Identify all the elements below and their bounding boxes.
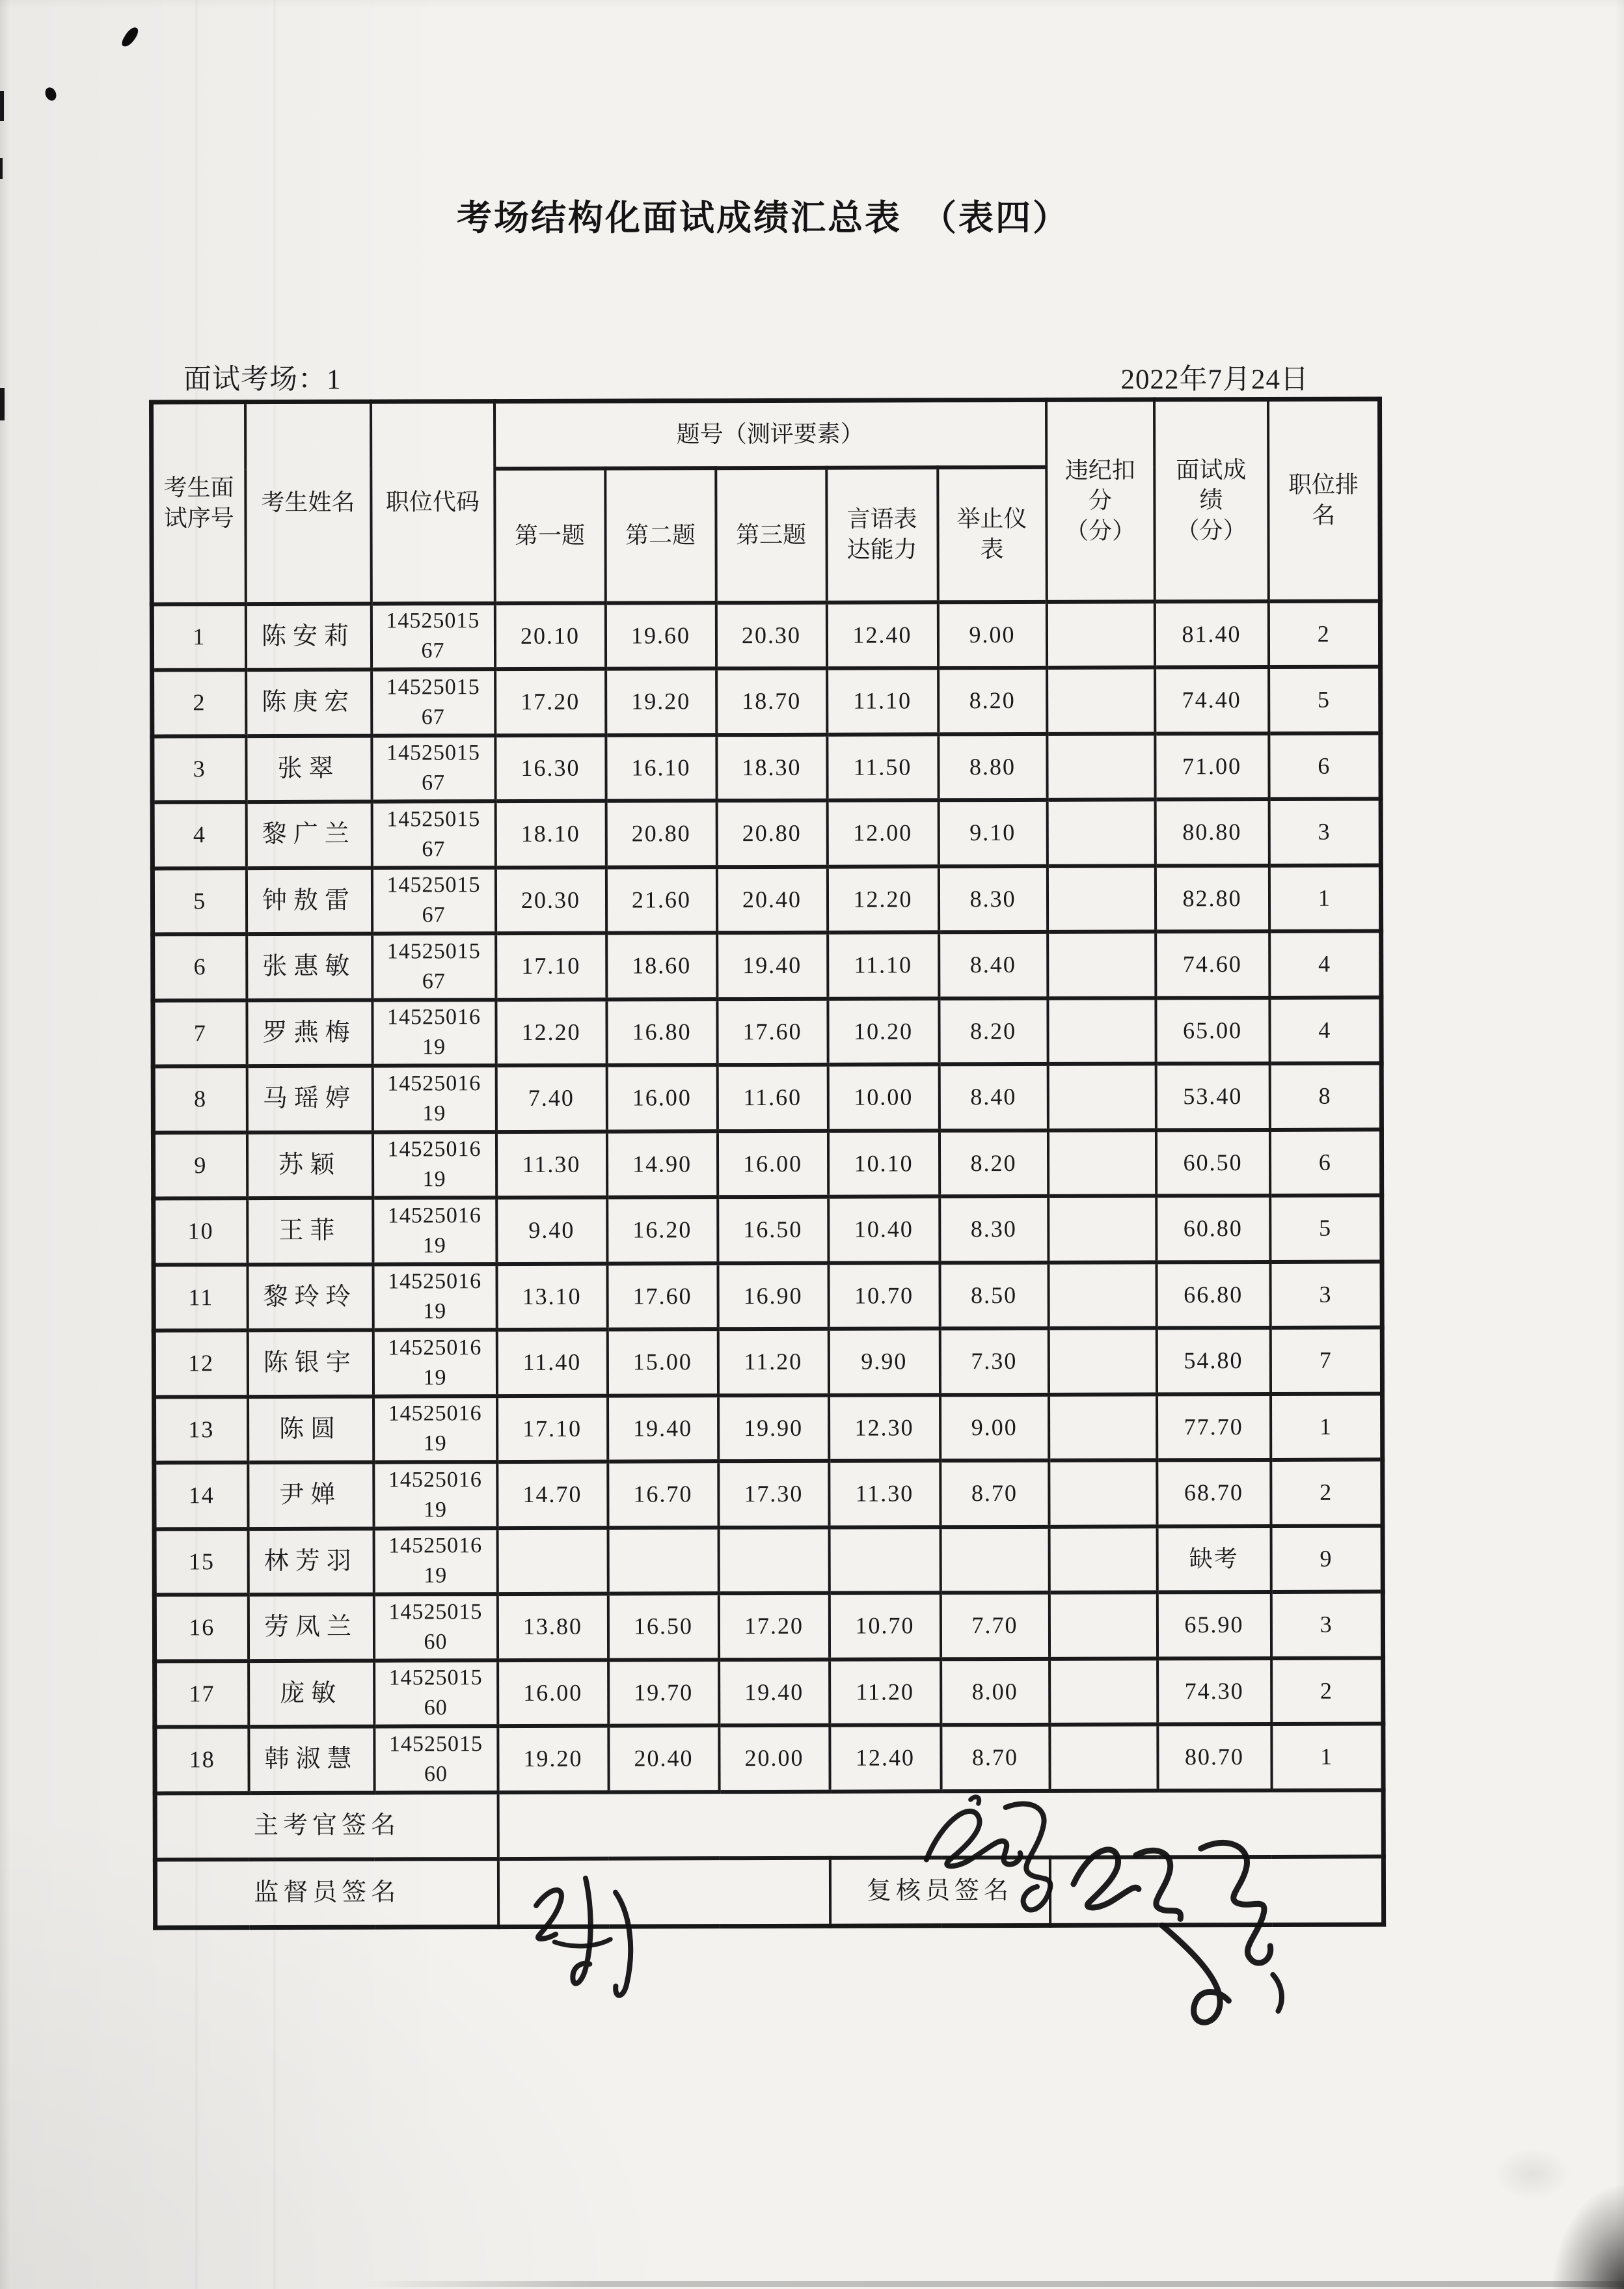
- cell-score: 60.80: [1156, 1196, 1270, 1262]
- cell-seq: 12: [154, 1330, 247, 1397]
- cell-manner: 8.50: [940, 1262, 1048, 1328]
- cell-penalty: [1049, 1526, 1157, 1593]
- cell-q2: 16.10: [606, 735, 716, 801]
- cell-speech: 10.70: [829, 1593, 940, 1659]
- cell-penalty: [1047, 799, 1155, 866]
- cell-rank: 3: [1269, 799, 1381, 866]
- col-header-penalty: 违纪扣 分 （分）: [1046, 400, 1155, 601]
- cell-score: 60.50: [1156, 1129, 1270, 1196]
- cell-q1: 20.10: [494, 603, 605, 669]
- cell-speech: 11.10: [828, 932, 939, 998]
- cell-rank: 4: [1269, 931, 1381, 998]
- table-row: [152, 799, 1381, 868]
- cell-seq: 14: [154, 1462, 248, 1529]
- cell-code: 14525016 19: [373, 1198, 496, 1264]
- cell-q1: 17.10: [496, 933, 606, 1000]
- cell-seq: 6: [153, 934, 247, 1000]
- cell-seq: 1: [152, 604, 245, 670]
- cell-rank: 5: [1269, 667, 1381, 733]
- cell-code: 14525016 19: [373, 1396, 497, 1462]
- cell-rank: 6: [1269, 733, 1381, 799]
- cell-q2: 15.00: [607, 1329, 718, 1395]
- cell-q1: 9.40: [496, 1198, 607, 1264]
- cell-speech: 11.20: [830, 1659, 941, 1725]
- cell-code: 14525015 60: [374, 1726, 498, 1792]
- cell-penalty: [1048, 1130, 1156, 1196]
- cell-rank: 1: [1269, 865, 1381, 931]
- table-row: [154, 1261, 1382, 1330]
- cell-rank: 8: [1269, 1063, 1381, 1130]
- cell-q3: 17.20: [718, 1593, 829, 1660]
- cell-q1: 12.20: [496, 999, 606, 1065]
- col-header-speech: 言语表 达能力: [826, 467, 938, 602]
- cell-rank: 7: [1270, 1328, 1382, 1394]
- scan-bottom-shadow: [364, 2281, 1624, 2287]
- cell-speech: 9.90: [828, 1328, 940, 1395]
- cell-name: 尹婵: [248, 1462, 373, 1529]
- cell-code: 14525016 19: [373, 1462, 497, 1528]
- cell-code: 14525015 60: [373, 1594, 497, 1660]
- col-header-questions-group: 题号（测评要素）: [494, 400, 1046, 468]
- cell-seq: 11: [154, 1265, 247, 1331]
- cell-q2: 14.90: [606, 1131, 717, 1198]
- cell-speech: 11.30: [829, 1460, 940, 1527]
- cell-q1: 16.00: [498, 1660, 608, 1726]
- cell-name: 罗燕梅: [247, 1000, 372, 1066]
- cell-rank: 1: [1271, 1724, 1383, 1790]
- cell-manner: 7.70: [940, 1593, 1049, 1659]
- cell-name: 劳凤兰: [248, 1595, 373, 1661]
- cell-manner: 8.30: [940, 1196, 1048, 1263]
- cell-q2: 19.70: [608, 1660, 719, 1726]
- chief-examiner-signature-cell: [498, 1790, 1383, 1859]
- scan-edge-artifact: [0, 388, 5, 420]
- table-row: [152, 667, 1381, 736]
- cell-q3: 20.40: [716, 866, 827, 933]
- cell-manner: 7.30: [940, 1328, 1048, 1395]
- cell-seq: 4: [152, 802, 246, 868]
- col-header-code: 职位代码: [371, 402, 495, 603]
- cell-q3: 19.40: [719, 1659, 830, 1725]
- cell-q3: 17.30: [718, 1461, 829, 1528]
- cell-code: 14525016 19: [373, 1528, 497, 1595]
- cell-score: 71.00: [1155, 733, 1269, 799]
- cell-seq: 7: [153, 1000, 247, 1067]
- cell-rank: 2: [1268, 601, 1380, 667]
- cell-manner: 8.70: [940, 1460, 1049, 1527]
- cell-q2: 21.60: [606, 867, 716, 933]
- cell-penalty: [1049, 1394, 1157, 1460]
- cell-name: 陈安莉: [245, 603, 371, 670]
- exam-date: 2022年7月24日: [1120, 364, 1309, 395]
- cell-speech: 12.30: [829, 1395, 940, 1461]
- cell-seq: 18: [155, 1727, 249, 1793]
- table-row: [153, 1129, 1381, 1198]
- cell-q2: 16.00: [606, 1065, 717, 1131]
- cell-penalty: [1048, 1063, 1156, 1130]
- col-header-q1: 第一题: [494, 468, 606, 603]
- cell-q3: 17.60: [717, 998, 828, 1065]
- cell-seq: 10: [154, 1198, 247, 1265]
- cell-name: 王菲: [247, 1198, 373, 1265]
- cell-q2: 19.60: [605, 603, 716, 669]
- cell-penalty: [1049, 1724, 1157, 1790]
- cell-name: 张惠敏: [247, 934, 372, 1000]
- cell-manner: 9.00: [940, 1394, 1049, 1460]
- cell-q3: 18.70: [716, 668, 827, 735]
- cell-name: 苏颖: [247, 1132, 372, 1198]
- cell-manner: 9.00: [938, 601, 1046, 668]
- cell-q3: 16.50: [718, 1197, 828, 1263]
- cell-manner: 8.20: [938, 668, 1047, 734]
- cell-score: 65.00: [1156, 997, 1269, 1063]
- cell-code: 14525015 67: [371, 603, 494, 670]
- table-body: [152, 601, 1383, 1793]
- cell-manner: 8.30: [938, 866, 1047, 932]
- cell-q3: [718, 1527, 829, 1593]
- cell-q3: 20.30: [716, 602, 826, 668]
- cell-q2: 16.80: [606, 999, 717, 1065]
- table-row: [152, 733, 1381, 802]
- reviewer-signature-cell: [1049, 1856, 1383, 1925]
- cell-q1: 16.30: [495, 735, 606, 801]
- cell-seq: 13: [154, 1397, 248, 1463]
- cell-score: 74.60: [1156, 931, 1269, 998]
- cell-code: 14525016 19: [372, 1000, 496, 1066]
- cell-q3: 19.90: [718, 1395, 829, 1461]
- cell-speech: 12.20: [827, 866, 938, 933]
- supervisor-signature-cell: [498, 1857, 830, 1926]
- cell-name: 黎玲玲: [247, 1264, 373, 1330]
- col-header-q3: 第三题: [716, 467, 827, 602]
- cell-score: 74.40: [1155, 667, 1269, 733]
- cell-q1: 17.10: [497, 1395, 608, 1462]
- col-header-q2: 第二题: [605, 468, 716, 603]
- cell-q1: 20.30: [495, 867, 606, 933]
- cell-q3: 16.90: [718, 1263, 828, 1329]
- cell-manner: 8.20: [939, 1130, 1048, 1196]
- table-row: [154, 1393, 1383, 1462]
- table-row: [155, 1724, 1383, 1793]
- cell-rank: 6: [1270, 1129, 1382, 1196]
- cell-seq: 15: [154, 1529, 248, 1595]
- cell-q2: 20.80: [606, 801, 716, 867]
- cell-seq: 2: [152, 670, 246, 736]
- table-row: [154, 1196, 1382, 1265]
- score-table: [149, 397, 1386, 1930]
- cell-name: 庞敏: [249, 1660, 374, 1727]
- cell-rank: 1: [1271, 1393, 1383, 1460]
- cell-seq: 3: [152, 736, 246, 802]
- cell-speech: 12.40: [830, 1725, 941, 1791]
- cell-name: 钟敖雷: [246, 868, 372, 934]
- cell-q1: 13.10: [496, 1263, 607, 1330]
- exam-room-label: 面试考场：1: [183, 364, 342, 395]
- cell-rank: 9: [1271, 1526, 1383, 1592]
- table-row: [152, 865, 1381, 934]
- cell-score: 缺考: [1157, 1526, 1271, 1592]
- cell-code: 14525016 19: [372, 1132, 496, 1198]
- cell-score: 65.90: [1157, 1592, 1271, 1658]
- cell-manner: 8.40: [939, 932, 1048, 998]
- ink-tick-mark: [120, 25, 140, 49]
- cell-rank: 3: [1271, 1592, 1383, 1658]
- cell-speech: 11.10: [827, 668, 938, 734]
- cell-rank: 2: [1271, 1658, 1383, 1724]
- cell-seq: 9: [153, 1132, 247, 1199]
- scan-smudge: [1483, 2141, 1581, 2206]
- cell-penalty: [1047, 733, 1155, 800]
- cell-q1: 18.10: [495, 801, 606, 868]
- cell-speech: 10.20: [828, 998, 939, 1065]
- cell-q2: [608, 1528, 718, 1594]
- cell-name: 张翠: [246, 735, 372, 802]
- cell-seq: 16: [154, 1595, 248, 1661]
- table-row: [153, 997, 1381, 1066]
- cell-name: 林芳羽: [248, 1528, 373, 1595]
- cell-q2: 19.20: [606, 668, 716, 735]
- cell-speech: 10.40: [828, 1196, 940, 1263]
- cell-q1: 7.40: [496, 1065, 606, 1132]
- cell-q3: 19.40: [717, 933, 828, 999]
- cell-manner: 8.20: [939, 998, 1048, 1064]
- cell-rank: 4: [1269, 997, 1381, 1063]
- col-header-seq: 考生面 试序号: [152, 402, 246, 604]
- cell-manner: 8.00: [941, 1658, 1049, 1725]
- cell-code: 14525015 67: [372, 735, 495, 802]
- cell-q2: 19.40: [608, 1395, 718, 1462]
- cell-penalty: [1048, 931, 1156, 998]
- cell-score: 66.80: [1156, 1261, 1270, 1328]
- cell-penalty: [1049, 1658, 1157, 1725]
- cell-speech: 11.50: [827, 734, 938, 801]
- table-row: [154, 1526, 1383, 1595]
- cell-name: 黎广兰: [246, 802, 372, 868]
- cell-penalty: [1046, 601, 1154, 668]
- cell-penalty: [1048, 1262, 1156, 1328]
- cell-q3: 11.60: [717, 1065, 828, 1131]
- cell-score: 77.70: [1157, 1393, 1271, 1460]
- cell-manner: [940, 1526, 1049, 1593]
- cell-name: 马瑶婷: [247, 1066, 372, 1132]
- table-row: [152, 601, 1380, 670]
- cell-penalty: [1049, 1592, 1157, 1658]
- cell-manner: 9.10: [938, 800, 1047, 866]
- cell-q1: 17.20: [495, 669, 606, 735]
- cell-penalty: [1047, 866, 1155, 932]
- cell-code: 14525016 19: [372, 1065, 496, 1132]
- cell-q1: 11.40: [496, 1330, 607, 1396]
- table-row: [154, 1460, 1383, 1529]
- cell-seq: 17: [155, 1661, 249, 1727]
- cell-rank: 5: [1270, 1196, 1382, 1262]
- cell-manner: 8.80: [938, 733, 1047, 800]
- cell-seq: 8: [153, 1066, 247, 1132]
- cell-seq: 5: [152, 868, 246, 935]
- table-row: [154, 1328, 1382, 1397]
- cell-code: 14525015 67: [372, 868, 495, 934]
- cell-q2: 16.50: [608, 1593, 718, 1660]
- table-row: [153, 1063, 1381, 1132]
- cell-code: 14525015 67: [372, 933, 496, 1000]
- cell-q1: [497, 1528, 608, 1594]
- cell-score: 53.40: [1156, 1063, 1269, 1130]
- cell-score: 80.80: [1155, 799, 1269, 866]
- cell-speech: [829, 1527, 940, 1593]
- cell-speech: 10.70: [828, 1263, 940, 1329]
- cell-name: 陈庚宏: [246, 670, 372, 736]
- cell-speech: 12.00: [827, 800, 938, 866]
- cell-penalty: [1048, 1328, 1156, 1394]
- cell-manner: 8.70: [941, 1725, 1049, 1791]
- cell-score: 81.40: [1154, 601, 1268, 667]
- cell-score: 74.30: [1157, 1658, 1271, 1724]
- cell-score: 54.80: [1156, 1328, 1270, 1394]
- cell-q3: 18.30: [716, 734, 827, 801]
- cell-q2: 20.40: [608, 1725, 719, 1792]
- cell-code: 14525015 67: [372, 801, 495, 868]
- scan-edge-artifact: [0, 91, 4, 121]
- col-header-manner: 举止仪 表: [938, 467, 1047, 601]
- table-row: [154, 1592, 1383, 1661]
- page-title: 考场结构化面试成绩汇总表 （表四）: [457, 199, 1070, 238]
- score-sheet: [149, 397, 1381, 1926]
- cell-q2: 18.60: [606, 933, 717, 999]
- cell-q2: 17.60: [607, 1263, 718, 1330]
- cell-q1: 13.80: [497, 1594, 608, 1660]
- cell-penalty: [1048, 998, 1156, 1064]
- cell-penalty: [1049, 1460, 1157, 1526]
- cell-speech: 10.00: [828, 1064, 939, 1131]
- cell-speech: 12.40: [826, 602, 938, 668]
- col-header-name: 考生姓名: [245, 402, 372, 604]
- cell-code: 14525016 19: [373, 1264, 496, 1330]
- cell-q3: 16.00: [717, 1131, 828, 1197]
- reviewer-label: 复核员签名: [830, 1857, 1049, 1926]
- cell-penalty: [1047, 667, 1155, 733]
- cell-q1: 11.30: [496, 1131, 606, 1198]
- cell-rank: 2: [1271, 1460, 1383, 1526]
- cell-q3: 11.20: [718, 1329, 828, 1395]
- col-header-score: 面试成 绩 （分）: [1154, 399, 1269, 601]
- cell-name: 陈圆: [248, 1396, 373, 1462]
- supervisor-label: 监督员签名: [155, 1859, 498, 1928]
- cell-score: 82.80: [1155, 865, 1269, 931]
- cell-penalty: [1048, 1196, 1156, 1262]
- cell-q3: 20.80: [716, 801, 827, 867]
- cell-code: 14525015 67: [372, 669, 495, 735]
- cell-q2: 16.70: [608, 1461, 718, 1528]
- cell-rank: 3: [1270, 1261, 1382, 1328]
- cell-q1: 14.70: [497, 1462, 608, 1528]
- scan-edge-artifact: [0, 158, 3, 179]
- table-row: [153, 931, 1381, 1000]
- cell-q3: 20.00: [719, 1725, 830, 1792]
- chief-examiner-label: 主考官签名: [155, 1792, 498, 1859]
- table-row: [155, 1658, 1383, 1727]
- cell-manner: 8.40: [939, 1064, 1048, 1131]
- cell-score: 80.70: [1157, 1724, 1271, 1790]
- col-header-rank: 职位排 名: [1268, 399, 1381, 601]
- ink-dot-mark: [43, 86, 58, 103]
- cell-name: 韩淑慧: [249, 1727, 374, 1793]
- cell-code: 14525015 60: [374, 1660, 498, 1727]
- cell-code: 14525016 19: [373, 1330, 496, 1396]
- cell-score: 68.70: [1157, 1460, 1271, 1526]
- cell-q2: 16.20: [607, 1197, 718, 1263]
- cell-q1: 19.20: [498, 1726, 608, 1792]
- cell-name: 陈银宇: [247, 1330, 373, 1397]
- cell-speech: 10.10: [828, 1131, 939, 1197]
